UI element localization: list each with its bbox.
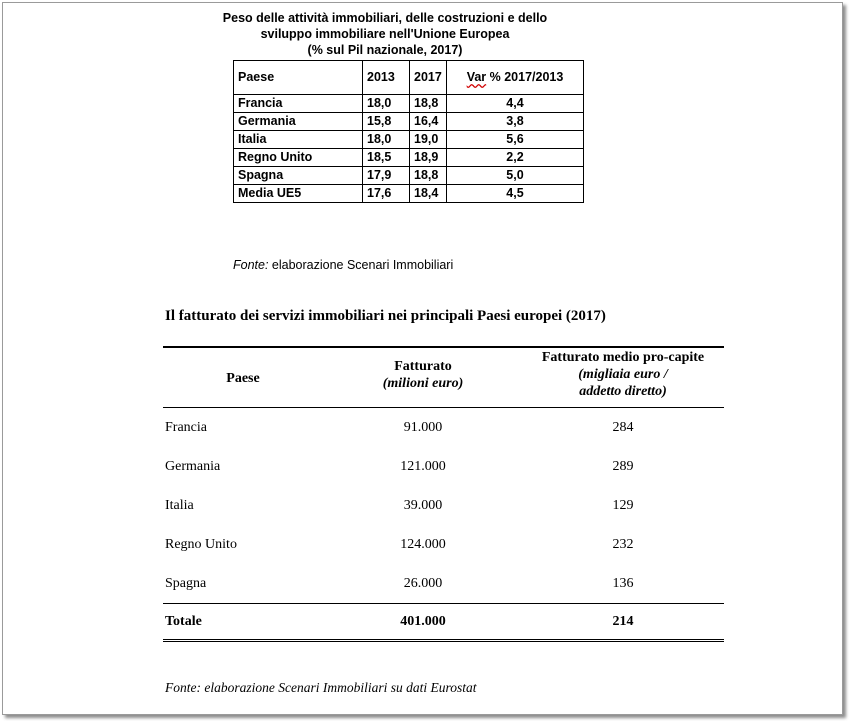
cell-2013: 18,0 [363, 131, 410, 149]
spellcheck-word: Var [466, 70, 487, 84]
header-paese: Paese [226, 371, 260, 386]
cell-paese: Totale [165, 614, 202, 629]
table1-title: Peso delle attività immobiliari, delle costruzioni e dello sviluppo immobiliare nell'Unione Europea (% sul Pil nazionale, 2017) [222, 11, 548, 57]
cell-2017: 16,4 [410, 113, 447, 131]
table-row [234, 113, 584, 131]
cell-paese: Germania [165, 459, 221, 474]
cell-2017: 18,8 [410, 95, 447, 113]
table-rule [163, 346, 724, 348]
cell-medio: 136 [612, 576, 634, 591]
cell-paese: Spagna [165, 576, 207, 591]
cell-2013: 18,5 [363, 149, 410, 167]
table-row [234, 185, 584, 203]
cell-fatturato: 39.000 [403, 498, 443, 513]
cell-2013: 15,8 [363, 113, 410, 131]
table-row [163, 418, 724, 438]
table-row [234, 167, 584, 185]
cell-2013: 17,9 [363, 167, 410, 185]
gdp-share-table [233, 60, 584, 203]
header-paese: Paese [234, 61, 363, 95]
table1-source: Fonte: elaborazione Scenari Immobiliari [233, 258, 454, 272]
cell-var: 5,0 [447, 167, 584, 185]
cell-medio: 232 [612, 537, 634, 552]
table2-source: Fonte: elaborazione Scenari Immobiliari su dati Eurostat [165, 680, 477, 695]
header-fatturato: Fatturato (milioni euro) [382, 359, 464, 391]
cell-paese: Media UE5 [234, 185, 363, 203]
cell-paese: Spagna [234, 167, 363, 185]
table-row [234, 149, 584, 167]
table-header-row [234, 61, 584, 95]
cell-medio: 129 [612, 498, 634, 513]
cell-fatturato: 91.000 [403, 420, 443, 435]
total-row [163, 612, 724, 632]
table-row [163, 496, 724, 516]
header-var: Var % 2017/2013 [447, 61, 584, 95]
cell-var: 2,2 [447, 149, 584, 167]
header-2013: 2013 [363, 61, 410, 95]
cell-paese: Italia [234, 131, 363, 149]
cell-fatturato: 26.000 [403, 576, 443, 591]
header-2017: 2017 [410, 61, 447, 95]
cell-paese: Germania [234, 113, 363, 131]
cell-paese: Regno Unito [165, 537, 237, 552]
cell-paese: Regno Unito [234, 149, 363, 167]
cell-2017: 19,0 [410, 131, 447, 149]
cell-paese: Francia [165, 420, 207, 435]
header-fatturato-medio: Fatturato medio pro-capite (migliaia euro / addetto diretto) [541, 350, 705, 399]
cell-paese: Italia [165, 498, 194, 513]
cell-var: 4,4 [447, 95, 584, 113]
cell-medio: 289 [612, 459, 634, 474]
cell-var: 3,8 [447, 113, 584, 131]
table-row [234, 95, 584, 113]
cell-fatturato: 121.000 [400, 459, 446, 474]
cell-2013: 17,6 [363, 185, 410, 203]
cell-paese: Francia [234, 95, 363, 113]
table-rule [163, 603, 724, 604]
cell-medio: 214 [612, 614, 634, 629]
table-row [163, 457, 724, 477]
table-row [163, 574, 724, 594]
table-rule [163, 639, 724, 642]
cell-2017: 18,4 [410, 185, 447, 203]
table-rule [163, 407, 724, 408]
table-row [234, 131, 584, 149]
cell-2017: 18,8 [410, 167, 447, 185]
cell-fatturato: 401.000 [400, 614, 446, 629]
cell-fatturato: 124.000 [400, 537, 446, 552]
cell-medio: 284 [612, 420, 634, 435]
cell-var: 4,5 [447, 185, 584, 203]
cell-2013: 18,0 [363, 95, 410, 113]
table-row [163, 535, 724, 555]
cell-var: 5,6 [447, 131, 584, 149]
cell-2017: 18,9 [410, 149, 447, 167]
table2-title: Il fatturato dei servizi immobiliari nei principali Paesi europei (2017) [165, 308, 606, 324]
